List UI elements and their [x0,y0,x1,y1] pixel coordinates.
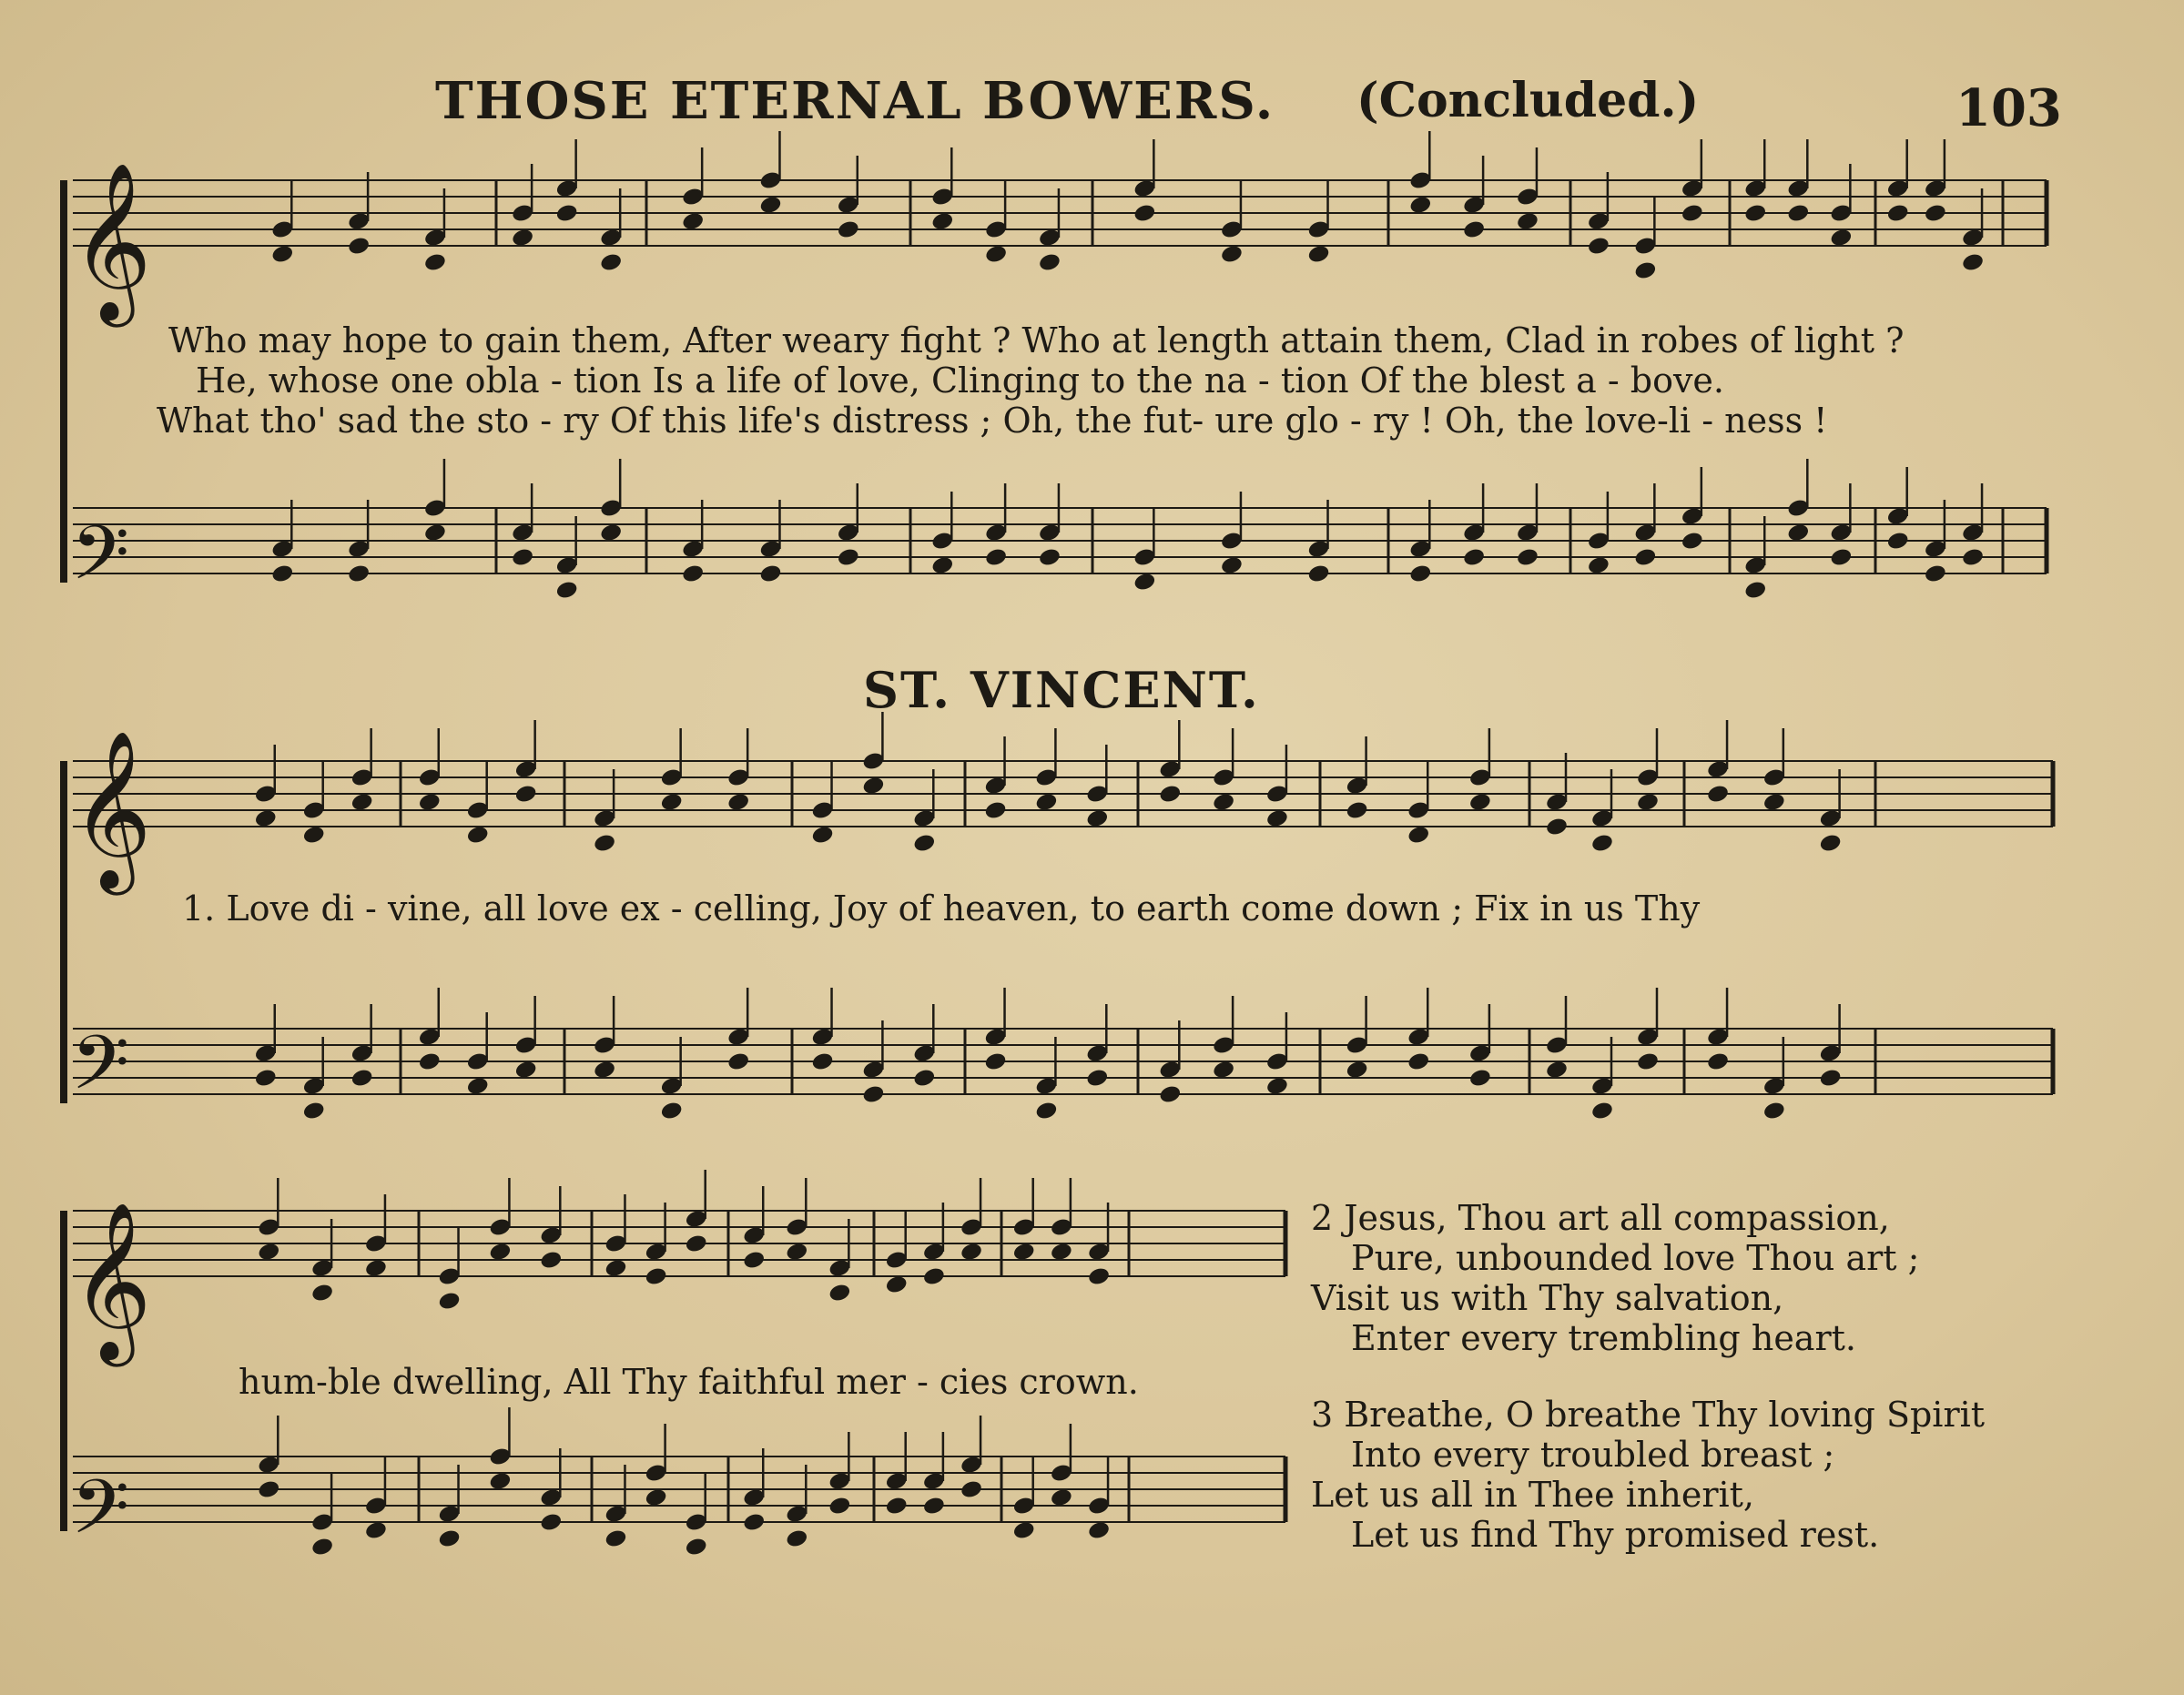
note-head [310,1283,334,1304]
note-head [1706,784,1730,805]
note-head [1133,572,1156,593]
note-head [1886,531,1910,552]
note-head [511,547,534,568]
note-head [685,1233,708,1254]
note-head [645,1266,668,1287]
note-head [350,792,374,813]
note-head [437,1291,461,1312]
note-head [1346,1060,1369,1081]
treble-clef-icon: 𝄞 [71,162,152,320]
note-head [1545,817,1569,837]
note-head [270,563,294,584]
note-head [861,776,885,797]
note-head [1087,1520,1111,1541]
note-head [726,1051,750,1072]
note-head [364,1258,388,1279]
note-head [984,547,1008,568]
note-head [257,1242,280,1263]
note-head [758,563,782,584]
note-head [437,1528,461,1549]
note-head [604,1528,627,1549]
stanza-2 [1311,1198,1919,1358]
note-head [681,211,705,232]
lyric-verse-3: What tho' sad the sto - ry Of this life's distress ; Oh, the fut- ure glo - ry ! Oh, the love-li - ness ! [157,401,1828,441]
note-head [837,547,860,568]
note-head [1158,1084,1182,1105]
note-head [423,252,447,273]
note-head [1050,1242,1073,1263]
treble-clef-icon: 𝄞 [71,730,152,888]
note-head [1786,203,1810,224]
stanza-line: Visit us with Thy salvation, [1311,1278,1784,1318]
note-head [1886,203,1910,224]
bass-clef-icon: 𝄢 [71,509,130,615]
note-head [1408,563,1432,584]
lyric-line-1: 1. Love di - vine, all love ex - celling, Joy of heaven, to earth come down ; Fix in us Thy [182,888,1701,929]
note-head [466,825,490,846]
note-head [1038,252,1062,273]
stanza-line: Let us all in Thee inherit, [1311,1475,1755,1515]
hymn-subtitle: (Concluded.) [1356,73,1700,128]
note-head [347,236,371,257]
note-head [310,1537,334,1558]
note-head [539,1250,563,1271]
note-head [785,1242,808,1263]
hymn-title-st-vincent: ST. VINCENT. [863,661,1260,719]
note-head [1545,1060,1569,1081]
note-head [364,1520,388,1541]
note-head [1038,547,1062,568]
note-head [593,1060,616,1081]
note-head [555,203,579,224]
note-head [511,228,534,249]
bass-clef-icon: 𝄢 [71,1019,130,1125]
hymn-title: THOSE ETERNAL BOWERS. [435,71,1275,131]
note-head [514,784,538,805]
note-head [1158,784,1182,805]
note-head [423,523,447,543]
note-head [1829,228,1853,249]
note-head [1468,792,1492,813]
note-head [1085,1068,1109,1089]
note-head [1819,1068,1843,1089]
note-head [254,1068,278,1089]
note-head [1743,203,1767,224]
note-head [960,1479,983,1500]
note-head [1786,523,1810,543]
note-head [930,555,954,576]
note-head [1590,1101,1614,1122]
note-head [1924,563,1947,584]
note-head [418,792,442,813]
note-head [302,825,326,846]
note-head [1743,580,1767,601]
stanza-line: 2 Jesus, Thou art all compassion, [1311,1198,1890,1238]
note-head [922,1266,946,1287]
note-head [1636,1051,1660,1072]
note-head [1587,555,1610,576]
note-head [257,1479,280,1500]
note-head [1012,1242,1036,1263]
note-head [1407,825,1430,846]
note-head [984,244,1008,265]
note-head [810,1051,834,1072]
note-head [1346,800,1369,821]
note-head [1087,1266,1111,1287]
note-head [960,1242,983,1263]
note-head [742,1512,766,1533]
note-head [983,1051,1007,1072]
note-head [1681,531,1704,552]
note-head [350,1068,374,1089]
note-head [1220,244,1244,265]
lyric-line-2: hum-ble dwelling, All Thy faithful mer - cies crown. [239,1362,1139,1402]
note-head [599,252,623,273]
note-head [488,1471,512,1492]
note-head [302,1101,326,1122]
note-head [1819,833,1843,854]
note-head [254,808,278,829]
note-head [1212,792,1235,813]
note-head [660,792,684,813]
stanza-line: Pure, unbounded love Thou art ; [1351,1238,1920,1278]
note-head [604,1258,627,1279]
note-head [1829,547,1853,568]
note-head [758,195,782,216]
note-head [930,211,954,232]
note-head [810,825,834,846]
note-head [1462,219,1486,240]
note-head [685,1537,708,1558]
note-head [599,523,623,543]
note-head [1265,1076,1289,1097]
note-head [912,833,936,854]
note-head [828,1496,851,1517]
page-number: 103 [1955,78,2062,138]
note-head [837,219,860,240]
note-head [593,833,616,854]
note-head [785,1528,808,1549]
note-head [660,1101,684,1122]
note-head [1516,211,1539,232]
note-head [983,800,1007,821]
note-head [681,563,705,584]
note-head [539,1512,563,1533]
note-head [645,1487,668,1508]
note-head [1762,1101,1786,1122]
note-head [1590,833,1614,854]
note-head [1587,236,1610,257]
note-head [1220,555,1244,576]
note-head [1462,547,1486,568]
note-head [885,1496,909,1517]
note-head [1306,563,1330,584]
note-head [1706,1051,1730,1072]
treble-clef-icon: 𝄞 [71,1202,152,1360]
stanza-line: 3 Breathe, O breathe Thy loving Spirit [1311,1395,1986,1435]
note-head [466,1076,490,1097]
note-head [1306,244,1330,265]
stanza-3 [1311,1395,1985,1555]
note-head [1516,547,1539,568]
note-head [1050,1487,1073,1508]
note-head [1133,203,1156,224]
note-head [1633,547,1657,568]
note-head [1924,203,1947,224]
note-head [1762,792,1786,813]
note-head [270,244,294,265]
note-head [726,792,750,813]
note-head [1681,203,1704,224]
note-head [1961,547,1985,568]
bass-clef-icon: 𝄢 [71,1463,130,1569]
stanza-line: Let us find Thy promised rest. [1351,1515,1880,1555]
note-head [861,1084,885,1105]
note-head [1085,808,1109,829]
note-head [922,1496,946,1517]
note-head [885,1274,909,1295]
note-head [1636,792,1660,813]
note-head [1212,1060,1235,1081]
note-head [1961,252,1985,273]
note-head [488,1242,512,1263]
note-head [1034,1101,1058,1122]
note-head [418,1051,442,1072]
note-head [514,1060,538,1081]
note-head [1407,1051,1430,1072]
note-head [1034,792,1058,813]
stanza-line: Enter every trembling heart. [1351,1318,1856,1358]
lyric-verse-1: Who may hope to gain them, After weary fight ? Who at length attain them, Clad in robes of light ? [168,320,1905,360]
note-head [1012,1520,1036,1541]
note-head [912,1068,936,1089]
note-head [1408,195,1432,216]
note-head [555,580,579,601]
stanza-line: Into every troubled breast ; [1351,1435,1835,1475]
note-head [1468,1068,1492,1089]
note-head [828,1283,851,1304]
note-head [1265,808,1289,829]
note-head [347,563,371,584]
lyric-verse-2: He, whose one obla - tion Is a life of love, Clinging to the na - tion Of the blest a - bove. [196,360,1724,401]
note-head [1633,260,1657,281]
note-head [742,1250,766,1271]
